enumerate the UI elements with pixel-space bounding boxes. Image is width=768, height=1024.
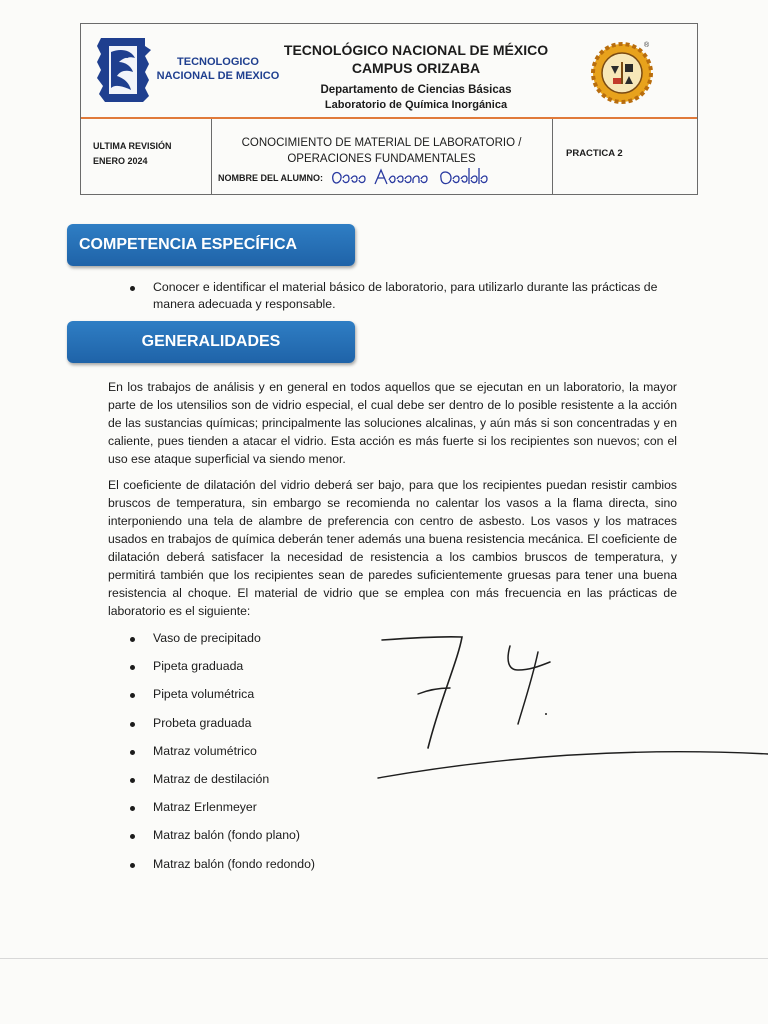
handwritten-grade-mark <box>360 620 768 800</box>
list-item: Probeta graduada <box>130 715 430 732</box>
list-item: Matraz balón (fondo plano) <box>130 827 430 844</box>
student-name-label: NOMBRE DEL ALUMNO: <box>218 173 323 183</box>
campus-name: CAMPUS ORIZABA <box>351 60 481 76</box>
page-divider <box>0 958 768 959</box>
revision-date: ENERO 2024 <box>93 156 148 166</box>
practice-title-line1: CONOCIMIENTO DE MATERIAL DE LABORATORIO / <box>241 137 522 149</box>
student-name-row <box>218 166 519 190</box>
list-item: Matraz balón (fondo redondo) <box>130 856 430 873</box>
paragraph: En los trabajos de análisis y en general en todos aquellos que se ejecutan en un laboratorio, la mayor parte de los utensilios son de vidrio especial, el cual debe ser dentro de lo posible resistente a la acción de las sustancias químicas; principalmente las soluciones alcalinas, y aún más si son concentradas y en caliente, pues tienden a atacar el vidrio. Esta acción es más fuerte si los recipientes son nuevos; con el uso ese ataque superficial va siendo menor. <box>108 380 677 466</box>
list-item: Pipeta graduada <box>130 658 430 675</box>
section-heading: GENERALIDADES <box>141 333 281 350</box>
list-item: Matraz de destilación <box>130 771 430 788</box>
list-item: Vaso de precipitado <box>130 630 430 647</box>
header-titles <box>256 42 576 113</box>
institution-name: TECNOLÓGICO NACIONAL DE MÉXICO <box>283 42 549 58</box>
list-item: Pipeta volumétrica <box>130 686 430 703</box>
logo-text-line2: NACIONAL DE MEXICO <box>156 70 280 82</box>
list-item: Matraz volumétrico <box>130 743 430 760</box>
section-banner-generalidades <box>67 321 355 363</box>
department-name: Departamento de Ciencias Básicas <box>320 84 512 96</box>
header-top-row <box>81 24 697 119</box>
logo-text-line1: TECNOLOGICO <box>177 56 259 68</box>
revision-info <box>93 139 172 169</box>
registered-mark-icon: ® <box>644 42 650 49</box>
revision-label: ULTIMA REVISIÓN <box>93 141 172 151</box>
practice-topic <box>211 135 552 167</box>
practice-title-line2: OPERACIONES FUNDAMENTALES <box>287 153 476 165</box>
tecnm-logo-icon <box>95 32 151 108</box>
campus-seal-icon <box>591 42 653 104</box>
section-banner-competencia <box>67 224 355 266</box>
section-heading: COMPETENCIA ESPECÍFICA <box>79 236 298 253</box>
student-signature-icon <box>329 166 519 190</box>
list-item: Matraz Erlenmeyer <box>130 799 430 816</box>
competencia-list <box>130 279 678 313</box>
laboratory-name: Laboratorio de Química Inorgánica <box>324 99 508 111</box>
list-item: Conocer e identificar el material básico de laboratorio, para utilizarlo durante las prácticas de manera adecuada y responsable. <box>130 279 678 313</box>
paragraph: El coeficiente de dilatación del vidrio deberá ser bajo, para que los recipientes puedan resistir cambios bruscos de temperatura, sin embargo se recomienda no calentar los vasos a la flama directa, sino interponiendo una tela de alambre de preferencia con centro de asbesto. Los vasos y los matraces usados en trabajos de química deberán tener además una buena resistencia mecánica. El coeficiente de dilatación deberá satisfacer la necesidad de resistencia a los cambios bruscos de temperatura, y permitirá también que los recipientes sean de paredes suficientemente gruesas para tener una buena resistencia al choque. El material de vidrio que se emplea con más frecuencia en las prácticas de laboratorio es el siguiente: <box>108 478 677 618</box>
practice-number: PRACTICA 2 <box>566 148 623 159</box>
